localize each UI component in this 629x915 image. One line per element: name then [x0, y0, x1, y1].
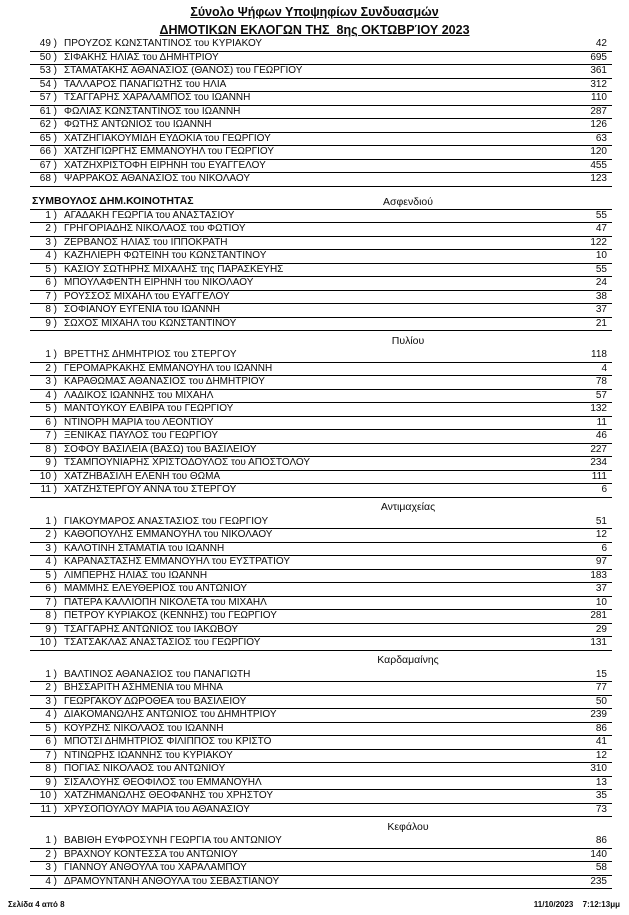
candidate-rows — [30, 349, 612, 498]
candidate-name: ΣΙΣΑΛΟΥΗΣ ΘΕΟΦΙΛΟΣ του ΕΜΜΑΝΟΥΗΛ — [64, 777, 262, 788]
candidate-row — [30, 849, 612, 863]
candidate-row — [30, 38, 612, 52]
candidate-number: 57 ) — [39, 92, 57, 103]
candidate-votes: 310 — [590, 763, 607, 774]
candidate-name: ΛΙΜΠΕΡΗΣ ΗΛΙΑΣ του ΙΩΑΝΝΗ — [64, 570, 208, 581]
candidate-name: ΒΡΕΤΤΗΣ ΔΗΜΗΤΡΙΟΣ του ΣΤΕΡΓΟΥ — [64, 350, 237, 360]
candidate-name: ΧΑΤΖΗΣΤΕΡΓΟΥ ΑΝΝΑ του ΣΤΕΡΓΟΥ — [64, 485, 237, 495]
candidate-name: ΣΟΦΟΥ ΒΑΣΙΛΕΙΑ (ΒΑΣΩ) του ΒΑΣΙΛΕΙΟΥ — [64, 444, 257, 455]
candidate-votes: 361 — [590, 65, 607, 76]
candidate-votes: 123 — [590, 173, 607, 184]
candidate-number: 4 ) — [45, 389, 57, 401]
candidate-row — [30, 637, 612, 651]
candidate-name: ΡΟΥΣΣΟΣ ΜΙΧΑΗΛ του ΕΥΑΓΓΕΛΟΥ — [64, 291, 230, 302]
candidate-number: 5 ) — [45, 263, 57, 275]
candidate-number: 66 ) — [39, 146, 57, 157]
candidate-number: 6 ) — [45, 583, 57, 594]
candidate-votes: 110 — [591, 92, 607, 103]
candidate-row — [30, 304, 612, 318]
candidate-number: 3 ) — [45, 542, 57, 554]
candidate-number: 4 ) — [45, 875, 57, 887]
footer-datetime — [534, 900, 620, 909]
candidate-row — [30, 160, 612, 174]
candidate-number: 10 ) — [39, 637, 57, 648]
candidate-section — [30, 336, 612, 498]
page-subtitle: ΔΗΜΟΤΙΚΩΝ ΕΚΛΟΓΩΝ ΤΗΣ 8ης ΟΚΤΩΒΡΊΟΥ 2023 — [159, 23, 470, 37]
candidate-name: ΤΣΑΜΠΟΥΝΙΑΡΗΣ ΧΡΙΣΤΟΔΟΥΛΟΣ του ΑΠΟΣΤΟΛΟΥ — [64, 458, 311, 468]
footer-date: 11/10/2023 — [533, 900, 574, 909]
candidate-number: 3 ) — [45, 862, 57, 873]
candidate-name: ΦΩΤΗΣ ΑΝΤΩΝΙΟΣ του ΙΩΑΝΝΗ — [64, 120, 212, 130]
candidate-name: ΒΑΛΤΙΝΟΣ ΑΘΑΝΑΣΙΟΣ του ΠΑΝΑΓΙΩΤΗ — [64, 669, 251, 680]
candidate-row — [30, 291, 612, 305]
candidate-row — [30, 65, 612, 79]
candidate-row — [30, 417, 612, 431]
candidate-row — [30, 484, 612, 498]
candidate-votes: 132 — [590, 403, 607, 414]
candidate-votes: 55 — [595, 263, 607, 275]
candidate-rows — [30, 210, 612, 332]
candidate-name: ΔΙΑΚΟΜΑΝΩΛΗΣ ΑΝΤΩΝΙΟΣ του ΔΗΜΗΤΡΙΟΥ — [64, 710, 277, 720]
candidate-number: 3 ) — [45, 695, 57, 707]
community-name: Ασφενδιού — [383, 196, 433, 208]
candidate-votes: 227 — [590, 443, 607, 455]
candidate-number: 8 ) — [45, 610, 57, 621]
candidate-number: 5 ) — [45, 722, 57, 734]
candidate-name: ΚΑΘΟΠΟΥΛΗΣ ΕΜΜΑΝΟΥΗΛ του ΝΙΚΟΛΑΟΥ — [64, 530, 273, 540]
candidate-row — [30, 318, 612, 332]
candidate-number: 68 ) — [39, 173, 57, 184]
candidate-row — [30, 430, 612, 444]
page-number: Σελίδα 4 από 8 — [8, 900, 65, 909]
candidate-votes: 287 — [590, 105, 607, 117]
candidate-number: 49 ) — [39, 38, 57, 49]
candidate-votes: 78 — [595, 376, 607, 387]
candidate-name: ΔΡΑΜΟΥΝΤΑΝΗ ΑΝΘΟΥΛΑ του ΣΕΒΑΣΤΙΑΝΟΥ — [64, 876, 280, 887]
candidate-section — [30, 38, 612, 187]
candidate-number: 1 ) — [45, 349, 57, 360]
candidate-votes: 131 — [590, 637, 607, 648]
candidate-name: ΝΤΙΝΟΡΗ ΜΑΡΙΑ του ΛΕΟΝΤΙΟΥ — [64, 417, 214, 428]
candidate-name: ΠΕΤΡΟΥ ΚΥΡΙΑΚΟΣ (ΚΕΝΝΗΣ) του ΓΕΩΡΓΙΟΥ — [64, 611, 277, 621]
candidate-section — [30, 656, 612, 818]
section-community-header — [30, 503, 612, 514]
candidate-row — [30, 237, 612, 251]
candidate-row — [30, 376, 612, 390]
candidate-name: ΠΟΓΙΑΣ ΝΙΚΟΛΑΟΣ του ΑΝΤΩΝΙΟΥ — [64, 764, 226, 774]
candidate-row — [30, 736, 612, 750]
candidate-name: ΚΑΛΟΤΙΝΗ ΣΤΑΜΑΤΙΑ του ΙΩΑΝΝΗ — [64, 543, 225, 554]
candidate-votes: 126 — [590, 119, 607, 130]
candidate-number: 9 ) — [45, 776, 57, 788]
candidate-number: 50 ) — [39, 51, 57, 63]
candidate-number: 10 ) — [39, 470, 57, 482]
candidate-row — [30, 210, 612, 224]
candidate-number: 62 ) — [39, 119, 57, 130]
candidate-row — [30, 444, 612, 458]
candidate-name: ΑΓΑΔΑΚΗ ΓΕΩΡΓΙΑ του ΑΝΑΣΤΑΣΙΟΥ — [64, 210, 235, 221]
candidate-votes: 140 — [590, 848, 607, 860]
candidate-votes: 46 — [595, 430, 607, 441]
candidate-name: ΣΙΦΑΚΗΣ ΗΛΙΑΣ του ΔΗΜΗΤΡΙΟΥ — [64, 52, 219, 63]
candidate-votes: 12 — [595, 749, 607, 761]
candidate-rows — [30, 38, 612, 187]
candidate-row — [30, 133, 612, 147]
candidate-name: ΤΣΑΓΓΑΡΗΣ ΧΑΡΑΛΑΜΠΟΣ του ΙΩΑΝΝΗ — [64, 93, 251, 103]
candidate-name: ΧΑΤΖΗΜΑΝΩΛΗΣ ΘΕΟΦΑΝΗΣ του ΧΡΗΣΤΟΥ — [64, 791, 273, 801]
candidate-row — [30, 790, 612, 804]
candidate-name: ΚΟΥΡΖΗΣ ΝΙΚΟΛΑΟΣ του ΙΩΑΝΝΗ — [64, 723, 224, 734]
candidate-votes: 24 — [595, 277, 607, 288]
candidate-number: 8 ) — [45, 443, 57, 455]
candidate-votes: 695 — [590, 51, 607, 63]
candidate-name: ΣΟΦΙΑΝΟΥ ΕΥΓΕΝΙΑ του ΙΩΑΝΝΗ — [64, 305, 220, 315]
page-footer — [8, 900, 620, 909]
candidate-row — [30, 835, 612, 849]
candidate-number: 54 ) — [39, 78, 57, 90]
candidate-row — [30, 223, 612, 237]
candidate-number: 3 ) — [45, 236, 57, 248]
candidate-row — [30, 363, 612, 377]
candidate-votes: 281 — [590, 610, 607, 621]
candidate-row — [30, 750, 612, 764]
candidate-votes: 86 — [595, 835, 607, 846]
candidate-name: ΠΡΟΥΖΟΣ ΚΩΝΣΤΑΝΤΙΝΟΣ του ΚΥΡΙΑΚΟΥ — [64, 39, 263, 49]
candidate-name: ΣΩΧΟΣ ΜΙΧΑΗΛ του ΚΩΝΣΤΑΝΤΙΝΟΥ — [64, 318, 237, 329]
candidate-votes: 73 — [595, 803, 607, 815]
candidate-name: ΓΕΡΟΜΑΡΚΑΚΗΣ ΕΜΜΑΝΟΥΗΛ του ΙΩΑΝΝΗ — [64, 363, 273, 374]
candidate-number: 2 ) — [45, 848, 57, 860]
candidate-row — [30, 696, 612, 710]
candidate-row — [30, 119, 612, 133]
candidate-section — [30, 197, 612, 332]
candidate-name: ΒΗΣΣΑΡΙΤΗ ΑΣΗΜΕΝΙΑ του ΜΗΝΑ — [64, 683, 223, 693]
candidate-votes: 235 — [590, 875, 607, 887]
community-name: Αντιμαχείας — [380, 501, 436, 513]
candidate-votes: 312 — [590, 78, 607, 90]
candidate-row — [30, 624, 612, 638]
candidate-name: ΝΤΙΝΩΡΗΣ ΙΩΑΝΝΗΣ του ΚΥΡΙΑΚΟΥ — [64, 750, 233, 761]
community-name: Πυλίου — [391, 334, 425, 347]
candidate-row — [30, 250, 612, 264]
candidate-name: ΒΑΒΙΘΗ ΕΥΦΡΟΣΥΝΗ ΓΕΩΡΓΙΑ του ΑΝΤΩΝΙΟΥ — [64, 836, 282, 846]
candidate-number: 1 ) — [45, 668, 57, 680]
candidate-name: ΛΑΔΙΚΟΣ ΙΩΑΝΝΗΣ του ΜΙΧΑΗΛ — [64, 390, 214, 401]
candidate-votes: 63 — [595, 132, 607, 144]
candidate-row — [30, 556, 612, 570]
candidate-votes: 6 — [601, 484, 607, 495]
candidate-row — [30, 92, 612, 106]
candidate-row — [30, 862, 612, 876]
candidate-number: 11 ) — [40, 484, 57, 495]
community-name: Κεφάλου — [387, 820, 429, 833]
candidate-row — [30, 264, 612, 278]
candidate-votes: 57 — [595, 389, 607, 401]
candidate-name: ΚΑΡΑΝΑΣΤΑΣΗΣ ΕΜΜΑΝΟΥΗΛ του ΕΥΣΤΡΑΤΙΟΥ — [64, 557, 291, 567]
candidate-number: 4 ) — [45, 250, 57, 261]
candidate-row — [30, 146, 612, 160]
candidate-name: ΜΑΝΤΟΥΚΟΥ ΕΛΒΙΡΑ του ΓΕΩΡΓΙΟΥ — [64, 404, 234, 414]
candidate-number: 2 ) — [45, 529, 57, 540]
candidate-number: 1 ) — [45, 515, 57, 527]
candidate-number: 9 ) — [45, 317, 57, 329]
candidate-row — [30, 52, 612, 66]
candidate-row — [30, 583, 612, 597]
candidate-number: 6 ) — [45, 416, 57, 428]
candidate-name: ΓΡΗΓΟΡΙΑΔΗΣ ΝΙΚΟΛΑΟΣ του ΦΩΤΙΟΥ — [64, 224, 246, 234]
candidate-votes: 15 — [595, 668, 607, 680]
candidate-number: 7 ) — [45, 749, 57, 761]
candidate-name: ΜΑΜΜΗΣ ΕΛΕΥΘΕΡΙΟΣ του ΑΝΤΩΝΙΟΥ — [64, 584, 248, 594]
candidate-votes: 38 — [595, 290, 607, 302]
candidate-number: 65 ) — [39, 132, 57, 144]
candidate-name: ΞΕΝΙΚΑΣ ΠΑΥΛΟΣ του ΓΕΩΡΓΙΟΥ — [64, 431, 219, 441]
candidate-votes: 51 — [595, 515, 607, 527]
candidate-votes: 86 — [595, 722, 607, 734]
page-title: Σύνολο Ψήφων Υποψηφίων Συνδυασμών — [190, 5, 439, 19]
candidate-name: ΚΑΡΑΘΩΜΑΣ ΑΘΑΝΑΣΙΟΣ του ΔΗΜΗΤΡΙΟΥ — [64, 377, 265, 387]
section-community-header — [30, 656, 612, 667]
candidate-row — [30, 529, 612, 543]
candidate-votes: 6 — [601, 542, 607, 554]
candidate-number: 2 ) — [45, 682, 57, 693]
candidate-row — [30, 777, 612, 791]
candidate-row — [30, 723, 612, 737]
candidate-rows — [30, 669, 612, 818]
candidate-row — [30, 516, 612, 530]
candidate-number: 5 ) — [45, 569, 57, 581]
candidate-number: 7 ) — [45, 290, 57, 302]
candidate-name: ΒΡΑΧΝΟΥ ΚΟΝΤΕΣΣΑ του ΑΝΤΩΝΙΟΥ — [64, 849, 238, 860]
candidate-votes: 118 — [591, 349, 607, 360]
candidate-number: 2 ) — [45, 362, 57, 374]
candidate-row — [30, 277, 612, 291]
candidate-votes: 10 — [595, 250, 607, 261]
section-community-header — [30, 822, 612, 833]
candidate-name: ΖΕΡΒΑΝΟΣ ΗΛΙΑΣ του ΙΠΠΟΚΡΑΤΗ — [64, 237, 228, 248]
candidate-number: 5 ) — [45, 403, 57, 414]
candidate-name: ΚΑΣΙΟΥ ΣΩΤΗΡΗΣ ΜΙΧΑΛΗΣ της ΠΑΡΑΣΚΕΥΗΣ — [64, 264, 284, 275]
results-list — [30, 38, 612, 889]
candidate-votes: 37 — [595, 583, 607, 594]
candidate-row — [30, 543, 612, 557]
candidate-votes: 239 — [590, 709, 607, 720]
candidate-votes: 122 — [590, 236, 607, 248]
office-label: ΣΥΜΒΟΥΛΟΣ ΔΗΜ.ΚΟΙΝΟΤΗΤΑΣ — [32, 195, 194, 207]
candidate-number: 4 ) — [45, 556, 57, 567]
candidate-row — [30, 876, 612, 890]
candidate-votes: 97 — [595, 556, 607, 567]
candidate-number: 8 ) — [45, 304, 57, 315]
candidate-rows — [30, 835, 612, 889]
candidate-row — [30, 570, 612, 584]
candidate-row — [30, 682, 612, 696]
candidate-section — [30, 503, 612, 651]
candidate-votes: 58 — [595, 862, 607, 873]
candidate-name: ΠΑΤΕΡΑ ΚΑΛΛΙΟΠΗ ΝΙΚΟΛΕΤΑ του ΜΙΧΑΗΛ — [64, 597, 267, 608]
candidate-votes: 183 — [590, 569, 607, 581]
candidate-rows — [30, 516, 612, 651]
candidate-name: ΦΩΛΙΑΣ ΚΩΝΣΤΑΝΤΙΝΟΣ του ΙΩΑΝΝΗ — [64, 106, 241, 117]
candidate-row — [30, 106, 612, 120]
candidate-number: 9 ) — [45, 623, 57, 635]
candidate-votes: 13 — [595, 776, 607, 788]
candidate-name: ΧΡΥΣΟΠΟΥΛΟΥ ΜΑΡΙΑ του ΑΘΑΝΑΣΙΟΥ — [64, 804, 250, 815]
section-community-header — [30, 336, 612, 347]
candidate-row — [30, 709, 612, 723]
candidate-number: 10 ) — [39, 790, 57, 801]
candidate-row — [30, 597, 612, 611]
candidate-votes: 4 — [601, 362, 607, 374]
candidate-number: 6 ) — [45, 277, 57, 288]
candidate-name: ΧΑΤΖΗΒΑΣΙΛΗ ΕΛΕΝΗ του ΘΩΜΑ — [64, 471, 221, 482]
candidate-row — [30, 349, 612, 363]
candidate-row — [30, 763, 612, 777]
candidate-votes: 10 — [595, 596, 607, 608]
candidate-name: ΧΑΤΖΗΧΡΙΣΤΟΦΗ ΕΙΡΗΝΗ του ΕΥΑΓΓΕΛΟΥ — [64, 160, 266, 171]
candidate-row — [30, 403, 612, 417]
candidate-number: 11 ) — [40, 803, 57, 815]
candidate-votes: 77 — [595, 682, 607, 693]
candidate-votes: 12 — [595, 529, 607, 540]
candidate-row — [30, 804, 612, 818]
candidate-votes: 47 — [595, 223, 607, 234]
candidate-votes: 37 — [595, 304, 607, 315]
candidate-name: ΜΠΟΤΣΙ ΔΗΜΗΤΡΙΟΣ ΦΙΛΙΠΠΟΣ του ΚΡΙΣΤΟ — [64, 737, 272, 747]
candidate-votes: 120 — [590, 146, 607, 157]
candidate-votes: 35 — [595, 790, 607, 801]
candidate-number: 7 ) — [45, 430, 57, 441]
candidate-votes: 29 — [595, 623, 607, 635]
candidate-number: 4 ) — [45, 709, 57, 720]
candidate-votes: 21 — [595, 317, 607, 329]
candidate-votes: 50 — [595, 695, 607, 707]
candidate-number: 7 ) — [45, 596, 57, 608]
candidate-row — [30, 610, 612, 624]
candidate-row — [30, 390, 612, 404]
candidate-name: ΤΣΑΓΓΑΡΗΣ ΑΝΤΩΝΙΟΣ του ΙΑΚΩΒΟΥ — [64, 624, 239, 635]
candidate-votes: 234 — [590, 457, 607, 468]
candidate-row — [30, 173, 612, 187]
candidate-votes: 455 — [590, 159, 607, 171]
candidate-name: ΧΑΤΖΗΓΙΑΚΟΥΜΙΔΗ ΕΥΔΟΚΙΑ του ΓΕΩΡΓΙΟΥ — [64, 133, 271, 144]
candidate-name: ΓΙΑΚΟΥΜΑΡΟΣ ΑΝΑΣΤΑΣΙΟΣ του ΓΕΩΡΓΙΟΥ — [64, 516, 269, 527]
candidate-votes: 55 — [595, 209, 607, 221]
candidate-name: ΤΣΑΤΣΑΚΛΑΣ ΑΝΑΣΤΑΣΙΟΣ του ΓΕΩΡΓΙΟΥ — [64, 638, 261, 648]
candidate-number: 61 ) — [39, 105, 57, 117]
candidate-number: 6 ) — [45, 736, 57, 747]
candidate-number: 2 ) — [45, 223, 57, 234]
candidate-section — [30, 822, 612, 889]
section-office-header — [30, 197, 612, 210]
candidate-name: ΨΑΡΡΑΚΟΣ ΑΘΑΝΑΣΙΟΣ του ΝΙΚΟΛΑΟΥ — [64, 174, 251, 184]
community-name: Καρδαμαίνης — [377, 654, 439, 666]
candidate-number: 1 ) — [45, 209, 57, 221]
candidate-number: 1 ) — [45, 835, 57, 846]
candidate-name: ΣΤΑΜΑΤΑΚΗΣ ΑΘΑΝΑΣΙΟΣ (ΘΑΝΟΣ) του ΓΕΩΡΓΙΟΥ — [64, 66, 303, 76]
candidate-votes: 42 — [595, 38, 607, 49]
candidate-name: ΚΑΖΗΛΙΕΡΗ ΦΩΤΕΙΝΗ του ΚΩΝΣΤΑΝΤΙΝΟΥ — [64, 251, 267, 261]
candidate-number: 8 ) — [45, 763, 57, 774]
footer-time: 7:12:13μμ — [582, 900, 620, 909]
candidate-number: 67 ) — [39, 159, 57, 171]
candidate-number: 3 ) — [45, 376, 57, 387]
candidate-name: ΧΑΤΖΗΓΙΩΡΓΗΣ ΕΜΜΑΝΟΥΗΛ του ΓΕΩΡΓΙΟΥ — [64, 147, 274, 157]
candidate-number: 9 ) — [45, 457, 57, 468]
candidate-votes: 41 — [595, 736, 607, 747]
candidate-votes: 11 — [596, 416, 607, 428]
candidate-name: ΤΑΛΛΑΡΟΣ ΠΑΝΑΓΙΩΤΗΣ του ΗΛΙΑ — [64, 79, 227, 90]
candidate-votes: 111 — [591, 470, 607, 482]
candidate-row — [30, 79, 612, 93]
candidate-row — [30, 471, 612, 485]
candidate-row — [30, 669, 612, 683]
candidate-row — [30, 457, 612, 471]
candidate-number: 53 ) — [39, 65, 57, 76]
candidate-name: ΜΠΟΥΛΑΦΕΝΤΗ ΕΙΡΗΝΗ του ΝΙΚΟΛΑΟΥ — [64, 278, 254, 288]
candidate-name: ΓΙΑΝΝΟΥ ΑΝΘΟΥΛΑ του ΧΑΡΑΛΑΜΠΟΥ — [64, 863, 247, 873]
candidate-name: ΓΕΩΡΓΑΚΟΥ ΔΩΡΟΘΕΑ του ΒΑΣΙΛΕΙΟΥ — [64, 696, 247, 707]
